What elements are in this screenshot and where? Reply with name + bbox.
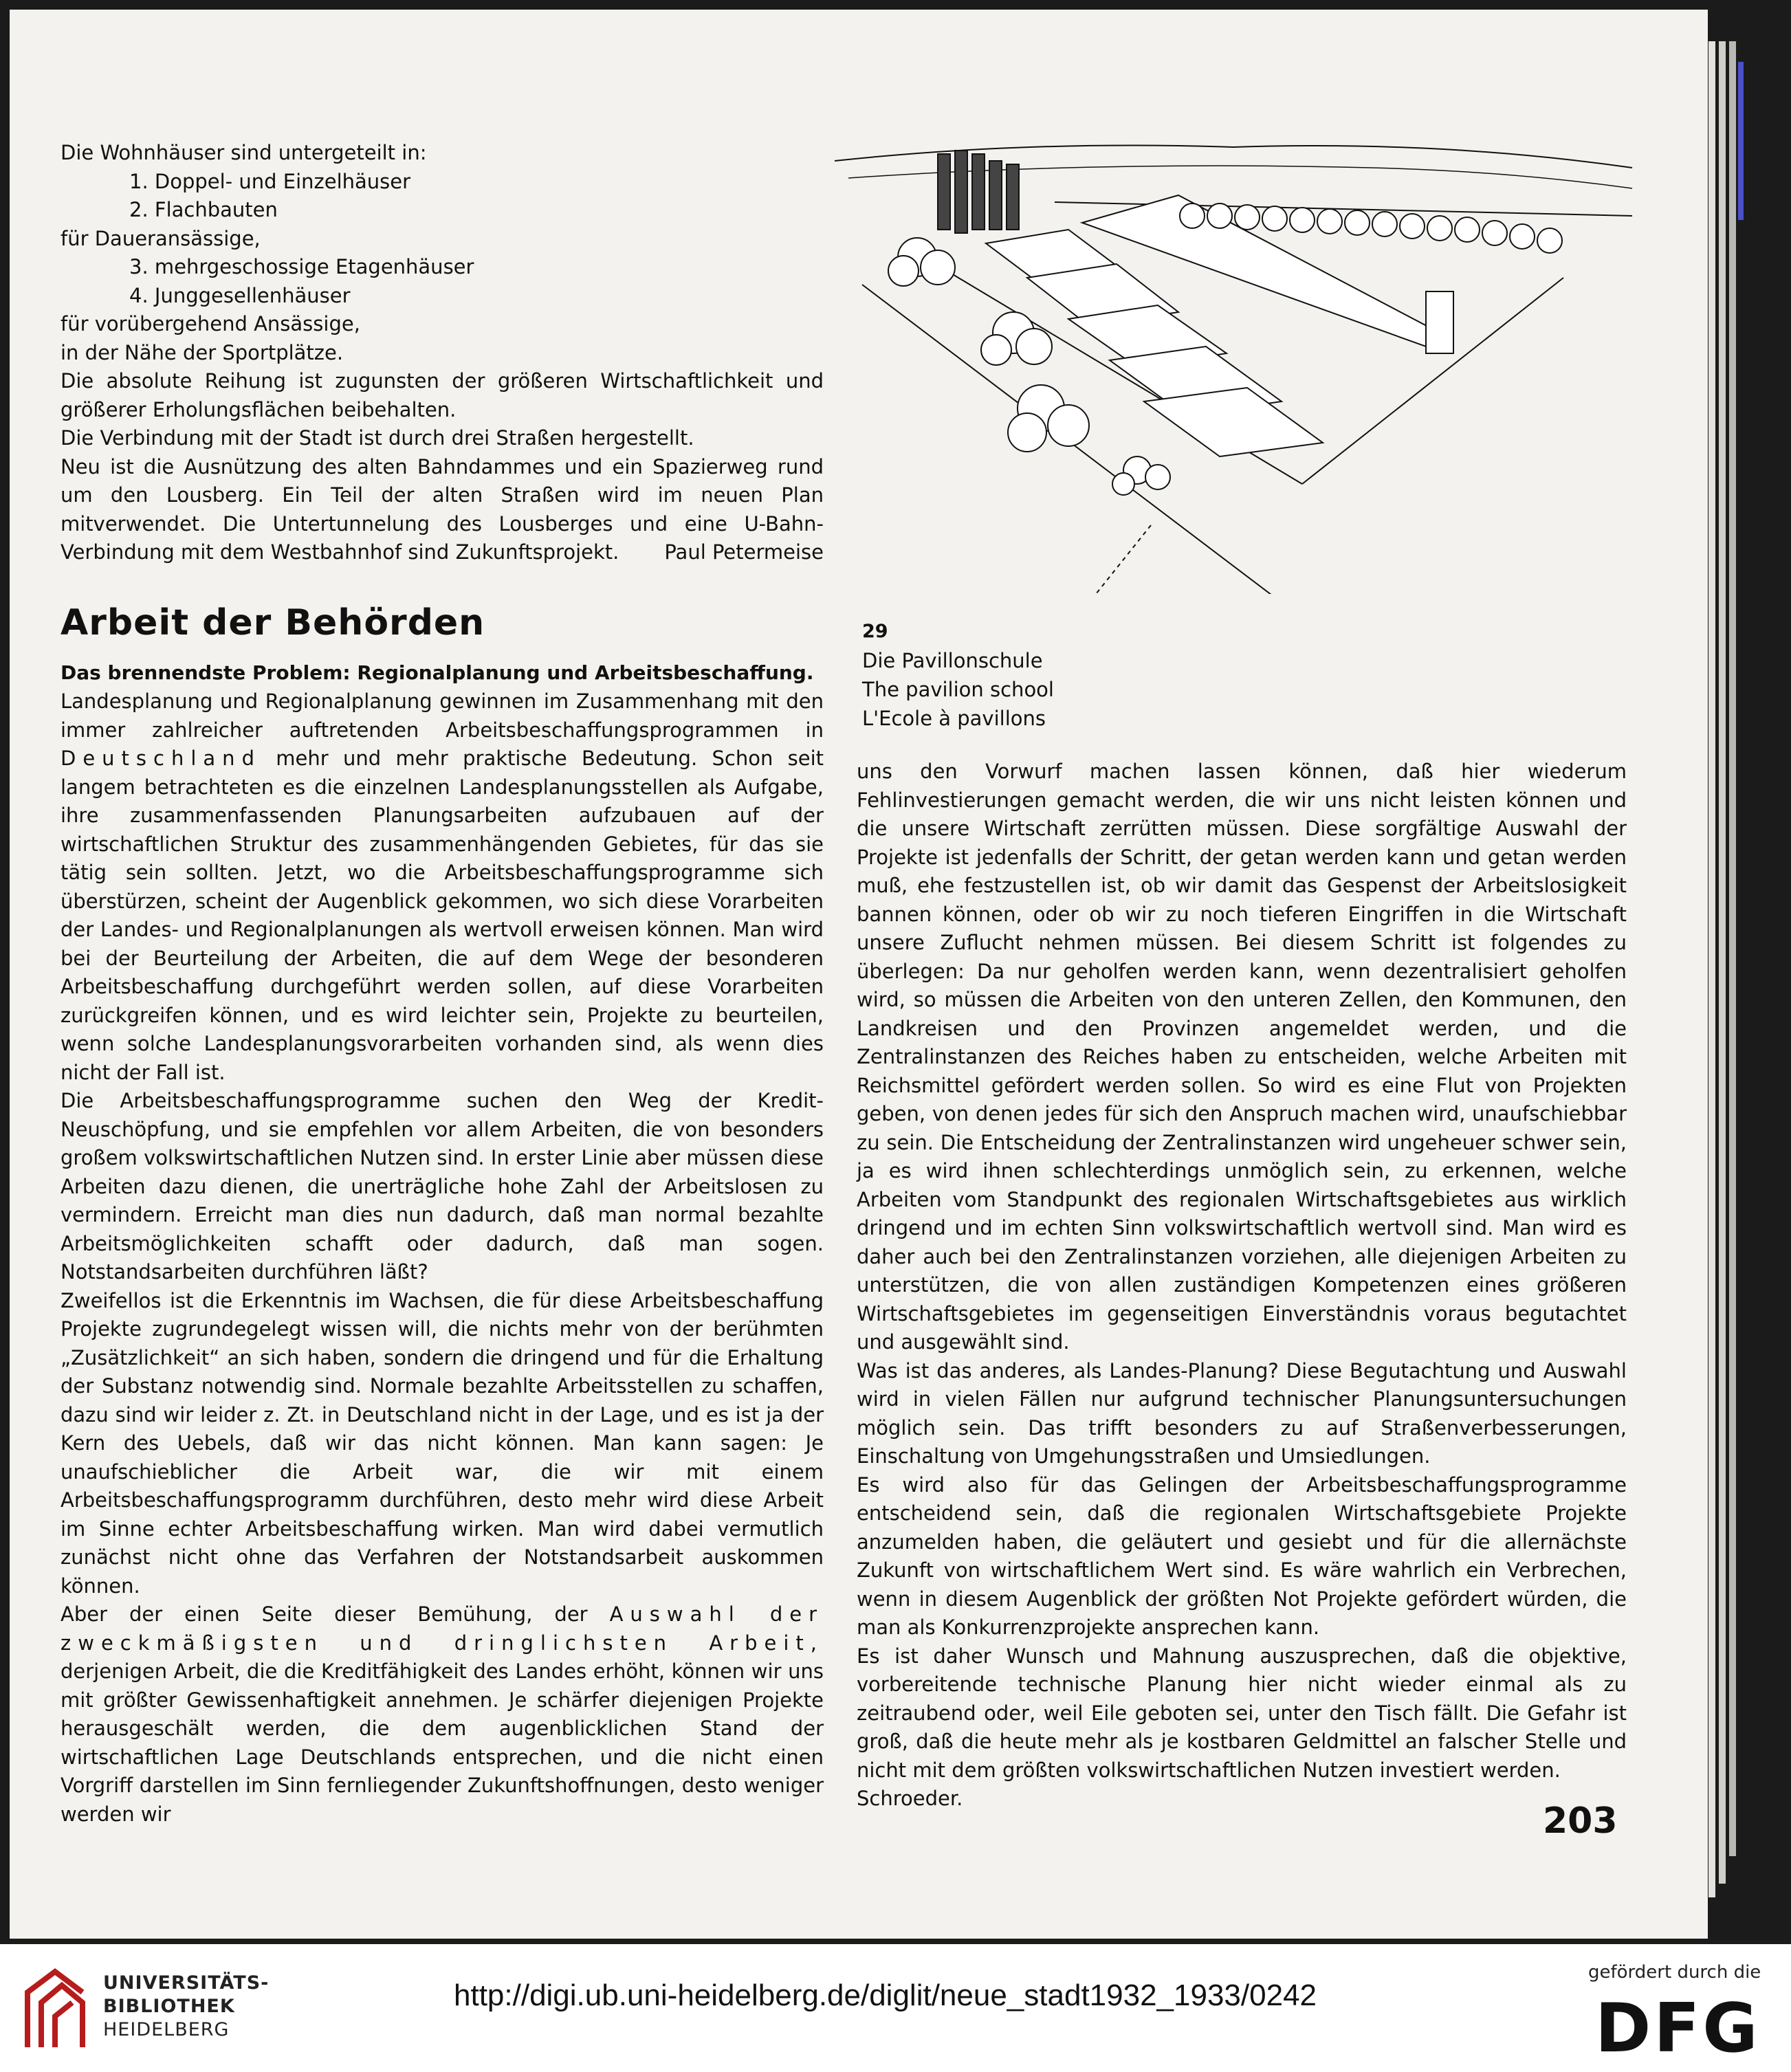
paragraph: Was ist das anderes, als Landes-Planung? Diese Begutachtung und Auswahl wird in vielen Fällen nur aufgrund technischer Planungsuntersuchungen möglich sein. Das trifft besonders zu auf Straßenverbesserungen, Einschaltung von Umgehungsstraßen und Umsiedlungen.	[857, 1358, 1627, 1468]
paragraph: uns den Vorwurf machen lassen können, daß hier wiederum Fehlinvestierungen gemacht werden, die wir uns nicht leisten können und die unsere Wirtschaft zerrütten müssen. Diese sorgfältige Auswahl der Projekte ist jedenfalls der Schritt, der getan werden kann und getan werden muß, ehe festzustellen ist, ob wir damit das Gespenst der Arbeitslosigkeit bannen können, oder ob wir zu noch tieferen Eingriffen in die Wirtschaft unsere Zuflucht nehmen müssen. Bei diesem Schritt ist folgendes zu überlegen: Da nur geholfen werden kann, wenn dezentralisiert geholfen wird, so müssen die Arbeiten von den unteren Zellen, den Kommunen, den Landkreisen und den Provinzen angemeldet werden, und die Zentralinstanzen des Reiches haben zu entscheiden, welche Arbeiten mit Reichsmittel gefördert werden sollen. So wird es eine Flut von Projekten geben, von denen jedes für sich den Anspruch machen wird, unaufschiebbar zu sein. Die Entscheidung der Zentralinstanzen wird ungeheuer schwer sein, ja es wird ihnen schlechterdings unmöglich sein, zu erkennen, welche Arbeiten vom Standpunkt des regionalen Wirtschaftsgebietes aus wirklich dringend und im echten Sinn volkswirtschaftlich wertvoll sind. Man wird es daher auch bei den Zentralinstanzen vorziehen, alle diejenigen Arbeiten zu unterstützen, die von allen zuständigen Kompetenzen eines größeren Wirtschaftsgebietes im gegenseitigen Einverständnis voraus begutachtet und ausgewählt sind.	[857, 760, 1627, 1354]
list-item: 3. mehrgeschossige Etagenhäuser	[129, 255, 474, 278]
text-line: in der Nähe der Sportplätze.	[61, 340, 344, 364]
author-signature: Schroeder.	[857, 1787, 963, 1810]
paragraph: Es ist daher Wunsch und Mahnung auszusprechen, daß die objektive, vorbereitende technische Planung hier nicht wieder einmal als zu zeitraubend oder, weil Eile geboten sei, unter den Tisch fällt. Die Gefahr ist groß, daß die heute mehr als je kostbaren Geldmittel an falscher Stelle und nicht mit dem größten volkswirtschaftlichen Nutzen investiert werden.	[857, 1644, 1627, 1782]
emphasis-spaced: Auswahl der zweckmäßigsten und dringlichsten Arbeit,	[61, 1602, 824, 1655]
caption-en: The pavilion school	[862, 678, 1054, 701]
section-subtitle: Das brennendste Problem: Regionalplanung und Arbeitsbeschaffung.	[61, 661, 814, 684]
figure-number: 29	[862, 621, 888, 642]
pavilion-school-illustration	[821, 113, 1646, 594]
page-edge	[1719, 41, 1726, 1884]
figure-caption	[862, 617, 1054, 733]
paragraph-text: Neu ist die Ausnützung des alten Bahndammes und ein Spazierweg rund um den Lousberg. Ein Teil der alten Straßen wird im neuen Plan mitverwendet. Die Untertunnelung des Lousberges und eine U-Bahn-Verbindung mit dem Westbahnhof sind Zukunftsprojekt.	[61, 454, 824, 564]
color-marker	[1738, 62, 1744, 220]
intro-text-block	[61, 139, 824, 567]
library-name-line: HEIDELBERG	[103, 2019, 230, 2040]
right-column-text	[857, 758, 1627, 1814]
permalink-url[interactable]: http://digi.ub.uni-heidelberg.de/diglit/neue_stadt1932_1933/0242	[454, 1979, 1317, 2012]
paragraph: Zweifellos ist die Erkenntnis im Wachsen, die für diese Arbeitsbeschaffung Projekte zugrundegelegt wissen will, die nichts mehr von der berühmten „Zusätzlichkeit“ an sich haben, sondern die dringend und für die Erhaltung der Substanz notwendig sind. Normale bezahlte Arbeitsstellen zu schaffen, dazu sind wir leider z. Zt. in Deutschland nicht in der Lage, und es ist ja der Kern des Uebels, daß wir das nicht können. Man kann sagen: Je unaufschieblicher die Arbeit war, die wir mit einem Arbeitsbeschaffungsprogramm durchführen, desto mehr wird diese Arbeit im Sinne echter Arbeitsbeschaffung wirken. Man wird dabei vermutlich zunächst nicht ohne das Verfahren der Notstandsarbeit auskommen können.	[61, 1288, 824, 1598]
list-item: 1. Doppel- und Einzelhäuser	[129, 169, 411, 193]
library-name-line: UNIVERSITÄTS-	[103, 1972, 270, 1994]
paragraph: Die absolute Reihung ist zugunsten der größeren Wirtschaftlichkeit und größerer Erholungsflächen beibehalten.	[61, 369, 824, 421]
paragraph-text: Landesplanung und Regionalplanung gewinnen im Zusammenhang mit den immer zahlreicher auftretenden Arbeitsbeschaffungsprogrammen in	[61, 690, 824, 742]
paragraph: Die Verbindung mit der Stadt ist durch drei Straßen hergestellt.	[61, 426, 694, 450]
funding-note: gefördert durch die	[1588, 1962, 1761, 1983]
paragraph-text: Aber der einen Seite dieser Bemühung, der	[61, 1602, 588, 1626]
text-line: für Daueransässige,	[61, 226, 261, 250]
caption-fr: L'Ecole à pavillons	[862, 707, 1046, 730]
paragraph	[61, 687, 824, 1087]
text-line: für vorübergehend Ansässige,	[61, 312, 360, 335]
author-signature: Paul Petermeise	[664, 540, 824, 564]
paragraph-text: mehr und mehr praktische Bedeutung. Schon seit langem betrachteten es die einzelnen Landesplanungsstellen als Aufgabe, ihre zusammenfassenden Planungsarbeiten aufzubauen auf der wirtschaftlichen Struktur des zusammenhängenden Gebietes, für das sie tätig sein sollten. Jetzt, wo die Arbeitsbeschaffungsprogramme sich überstürzen, scheint der Augenblick gekommen, wo sich diese Vorarbeiten der Landes- und Regionalplanungen als wertvoll erweisen können. Man wird bei der Beurteilung der Arbeiten, die auf dem Wege der besonderen Arbeitsbeschaffung durchgeführt werden sollen, auf diese Vorarbeiten zurückgreifen können, und es wird leichter sein, Projekte zu beurteilen, wenn solche Landesplanungsvorarbeiten vorhanden sind, als wenn dies nicht der Fall ist.	[61, 747, 824, 1084]
page-edge	[1708, 41, 1715, 1897]
dfg-logo[interactable]: DFG	[1595, 1990, 1761, 2068]
paragraph: Die Arbeitsbeschaffungsprogramme suchen den Weg der Kredit-Neuschöpfung, und sie empfehlen vor allem Arbeiten, die von besonders großem volkswirtschaftlichen Nutzen sind. In erster Linie aber müssen diese Arbeiten dazu dienen, die unerträgliche hohe Zahl der Arbeitslosen zu vermindern. Erreicht man dies nun dadurch, daß man normal bezahlte Arbeitsmöglichkeiten schafft oder dadurch, daß man sogen. Notstandsarbeiten durchführen läßt?	[61, 1089, 824, 1283]
left-column-text	[61, 687, 824, 1829]
library-name[interactable]	[103, 1972, 269, 2042]
library-name-line: BIBLIOTHEK	[103, 1996, 235, 2017]
library-logo-icon[interactable]	[21, 1965, 96, 2054]
document-page	[10, 10, 1708, 1939]
caption-de: Die Pavillonschule	[862, 649, 1043, 672]
paragraph: Es wird also für das Gelingen der Arbeitsbeschaffungsprogramme entscheidend sein, daß die regionalen Wirtschaftsgebiete Projekte anzumelden haben, die geläutert und gesiebt und für die allernächste Zukunft von wirtschaftlichem Wert sind. Es wäre wahrlich ein Verbrechen, wenn in diesem Augenblick der größten Not Projekte gefördert würden, die man als Konkurrenzprojekte ansprechen kann.	[857, 1473, 1627, 1639]
viewer-footer	[0, 1944, 1791, 2072]
list-item: 4. Junggesellenhäuser	[129, 283, 351, 307]
text-line: Die Wohnhäuser sind untergeteilt in:	[61, 141, 427, 164]
paragraph-text: derjenigen Arbeit, die die Kreditfähigkeit des Landes erhöht, können wir uns mit größter Gewissenhaftigkeit annehmen. Je schärfer diejenigen Projekte herausgeschält werden, die dem augenblicklichen Stand der wirtschaftlichen Lage Deutschlands entsprechen, und die nicht einen Vorgriff darstellen im Sinn fernliegender Zukunftshoffnungen, desto weniger werden wir	[61, 1660, 824, 1826]
paragraph	[61, 1600, 824, 1829]
page-number: 203	[1543, 1800, 1618, 1842]
emphasis-spaced: Deutschland	[61, 747, 261, 770]
section-title: Arbeit der Behörden	[61, 602, 485, 643]
page-edge	[1729, 41, 1736, 1856]
list-item: 2. Flachbauten	[129, 198, 278, 221]
paragraph	[61, 453, 824, 567]
